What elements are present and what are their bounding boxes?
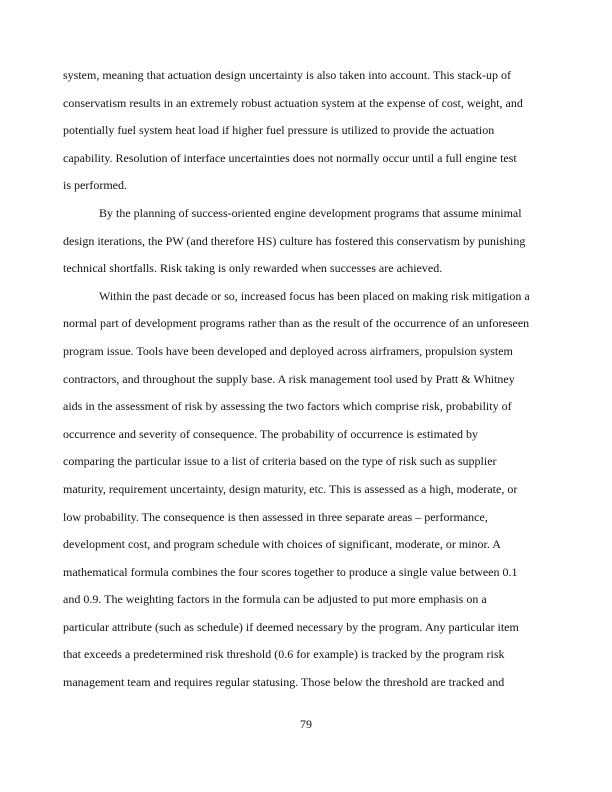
text-line: contractors, and throughout the supply base. A risk management tool used by Pratt & Whitney	[63, 371, 515, 386]
text-line: and 0.9. The weighting factors in the formula can be adjusted to put more emphasis on a	[63, 592, 487, 607]
body-text	[63, 62, 541, 697]
text-line: system, meaning that actuation design uncertainty is also taken into account. This stack-up of	[63, 68, 512, 82]
page-number: 79	[300, 717, 312, 731]
text-line: comparing the particular issue to a list of criteria based on the type of risk such as supplier	[63, 454, 497, 469]
text-line: capability. Resolution of interface uncertainties does not normally occur until a full engine test	[63, 150, 517, 165]
text-line: occurrence and severity of consequence. The probability of occurrence is estimated by	[63, 426, 478, 441]
text-line: normal part of development programs rather than as the result of the occurrence of an unforeseen	[63, 316, 530, 331]
text-line: that exceeds a predetermined risk threshold (0.6 for example) is tracked by the program risk	[63, 647, 505, 662]
text-line: design iterations, the PW (and therefore HS) culture has fostered this conservatism by punishing	[63, 233, 526, 248]
paragraph-first-line: Within the past decade or so, increased focus has been placed on making risk mitigation a	[99, 288, 530, 303]
text-line: potentially fuel system heat load if higher fuel pressure is utilized to provide the actuation	[63, 123, 495, 138]
text-line: conservatism results in an extremely robust actuation system at the expense of cost, weight, and	[63, 95, 523, 110]
text-line: aids in the assessment of risk by assessing the two factors which comprise risk, probability of	[63, 399, 512, 414]
text-line: low probability. The consequence is then assessed in three separate areas – performance,	[63, 509, 488, 524]
text-line: technical shortfalls. Risk taking is only rewarded when successes are achieved.	[63, 261, 443, 276]
text-line: maturity, requirement uncertainty, design maturity, etc. This is assessed as a high, moderate, or	[63, 481, 518, 496]
text-line: mathematical formula combines the four scores together to produce a single value between 0.1	[63, 564, 518, 579]
paragraph-first-line: By the planning of success-oriented engine development programs that assume minimal	[99, 205, 522, 220]
text-line: program issue. Tools have been developed and deployed across airframers, propulsion system	[63, 343, 513, 358]
text-line: development cost, and program schedule with choices of significant, moderate, or minor. A	[63, 537, 501, 552]
text-line: management team and requires regular statusing. Those below the threshold are tracked and	[63, 675, 505, 690]
text-line: is performed.	[63, 178, 127, 193]
text-line: particular attribute (such as schedule) if deemed necessary by the program. Any particular item	[63, 619, 519, 634]
